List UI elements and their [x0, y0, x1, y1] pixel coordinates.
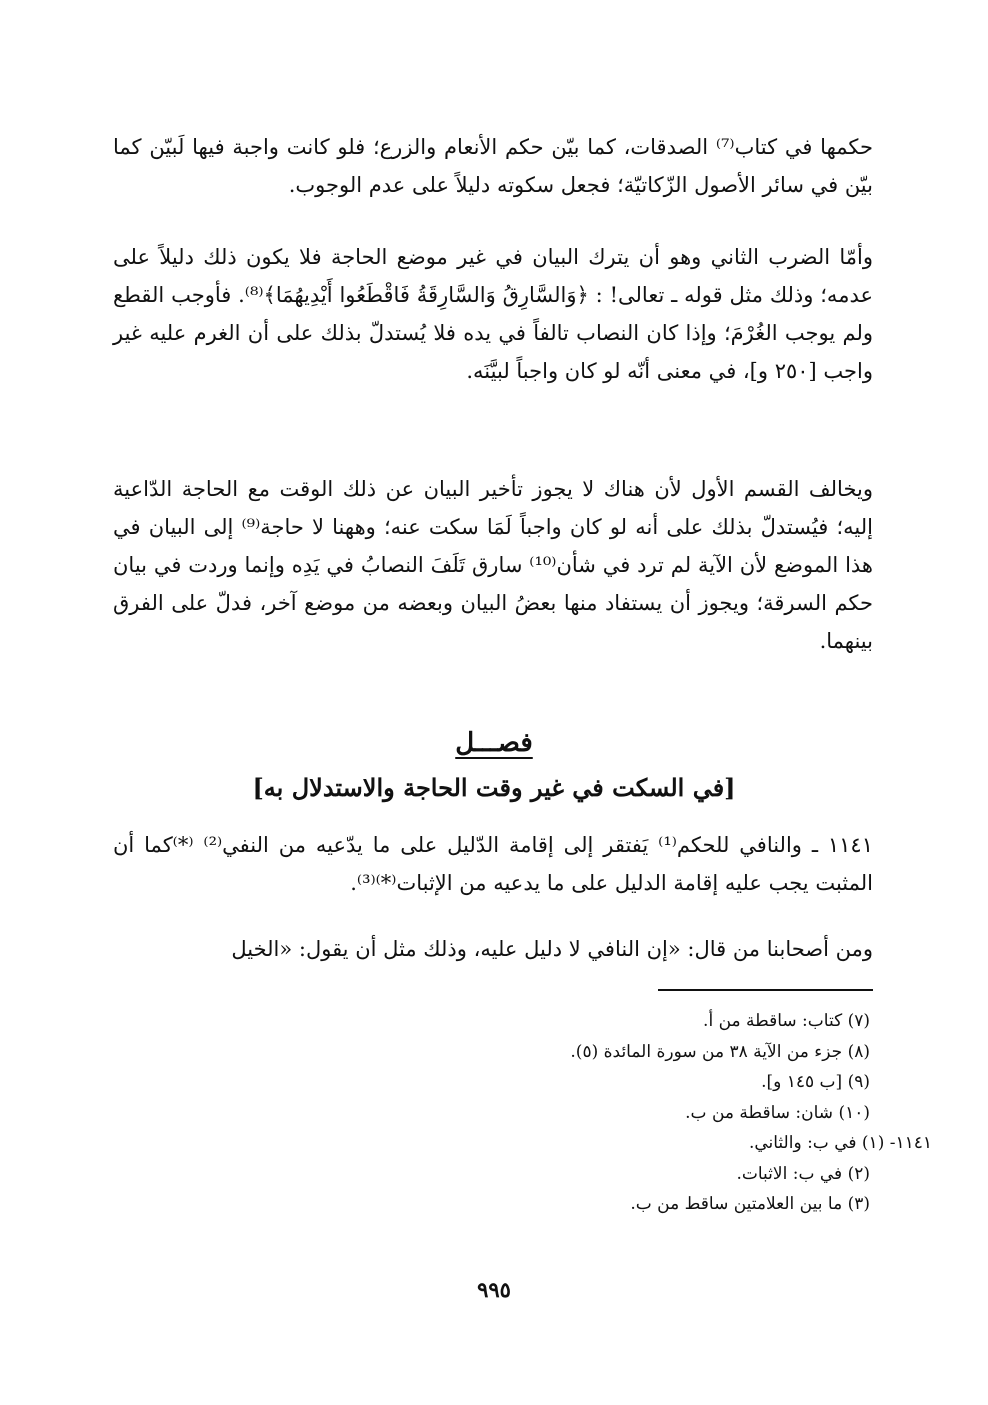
footnote-7: (٧) كتاب: ساقطة من أ. — [703, 1011, 870, 1031]
paragraph-companions: ومن أصحابنا من قال: «إن النافي لا دليل عليه، وذلك مثل أن يقول: «الخيل — [231, 937, 873, 961]
footnote-9: (٩) [ب ١٤٥ و]. — [761, 1072, 870, 1092]
paragraph-second-type: وأمّا الضرب الثاني وهو أن يترك البيان في غير موضع الحاجة فلا يكون ذلك دليلاً على عدمه؛ وذلك مثل قوله ـ تعالى! : ﴿وَالسَّارِقُ وَالسَّارِقَةُ فَاقْطَعُوا أَيْدِيهُمَا﴾⁽⁸⁾. فأوجب القطع ولم يوجب الغُرْمَ؛ وإذا كان النصاب تالفاً في يده فلا يُستدلّ بذلك على أن الغرم عليه غير واجب [٢٥٠ و]، في معنى أنّه لو كان واجباً لبيَّنَه. — [113, 245, 873, 383]
footnote-separator — [658, 989, 873, 991]
section-title-text: فصـــل — [455, 728, 533, 758]
paragraph-continuation: حكمها في كتاب⁽⁷⁾ الصدقات، كما بيّن حكم الأنعام والزرع؛ فلو كانت واجبة فيها لَبيّن كما بيّن في سائر الأصول الزّكاتيّة؛ فجعل سكوته دليلاً على عدم الوجوب. — [113, 135, 873, 197]
section-title — [0, 723, 988, 763]
footnote-8: (٨) جزء من الآية ٣٨ من سورة المائدة (٥). — [570, 1041, 870, 1062]
footnote-1141-2: (٢) في ب: الاثبات. — [736, 1163, 870, 1184]
footnote-10: (١٠) شان: ساقطة من ب. — [685, 1102, 870, 1123]
footnote-1141-3: (٣) ما بين العلامتين ساقط من ب. — [630, 1194, 870, 1214]
footnotes — [110, 1006, 932, 1220]
paragraph-difference: ويخالف القسم الأول لأن هناك لا يجوز تأخير البيان عن ذلك الوقت مع الحاجة الدّاعية إليه؛ فيُستدلّ بذلك على أنه لو كان واجباً لَمَا سكت عنه؛ وههنا لا حاجة⁽⁹⁾ إلى البيان في هذا الموضع لأن الآية لم ترد في شأن⁽¹⁰⁾ سارق تَلَفَ النصابُ في يَدِه وإنما وردت في بيان حكم السرقة؛ ويجوز أن يستفاد منها بعضُ البيان وبعضه من موضع آخر، فدلّ على الفرق بينهما. — [113, 477, 873, 653]
section-subtitle: [في السكت في غير وقت الحاجة والاستدلال به] — [252, 773, 736, 802]
page-number: ٩٩٥ — [477, 1277, 511, 1302]
paragraph-1141: ١١٤١ ـ والنافي للحكم⁽¹⁾ يَفتقر إلى إقامة الدّليل على ما يدّعيه من النفي⁽²⁾ ⁽*⁾كما أن المثبت يجب عليه إقامة الدليل على ما يدعيه من الإثبات⁽*⁾⁽³⁾. — [113, 833, 873, 895]
footnote-1141-1: ١١٤١- (١) في ب: والثاني. — [748, 1133, 932, 1153]
